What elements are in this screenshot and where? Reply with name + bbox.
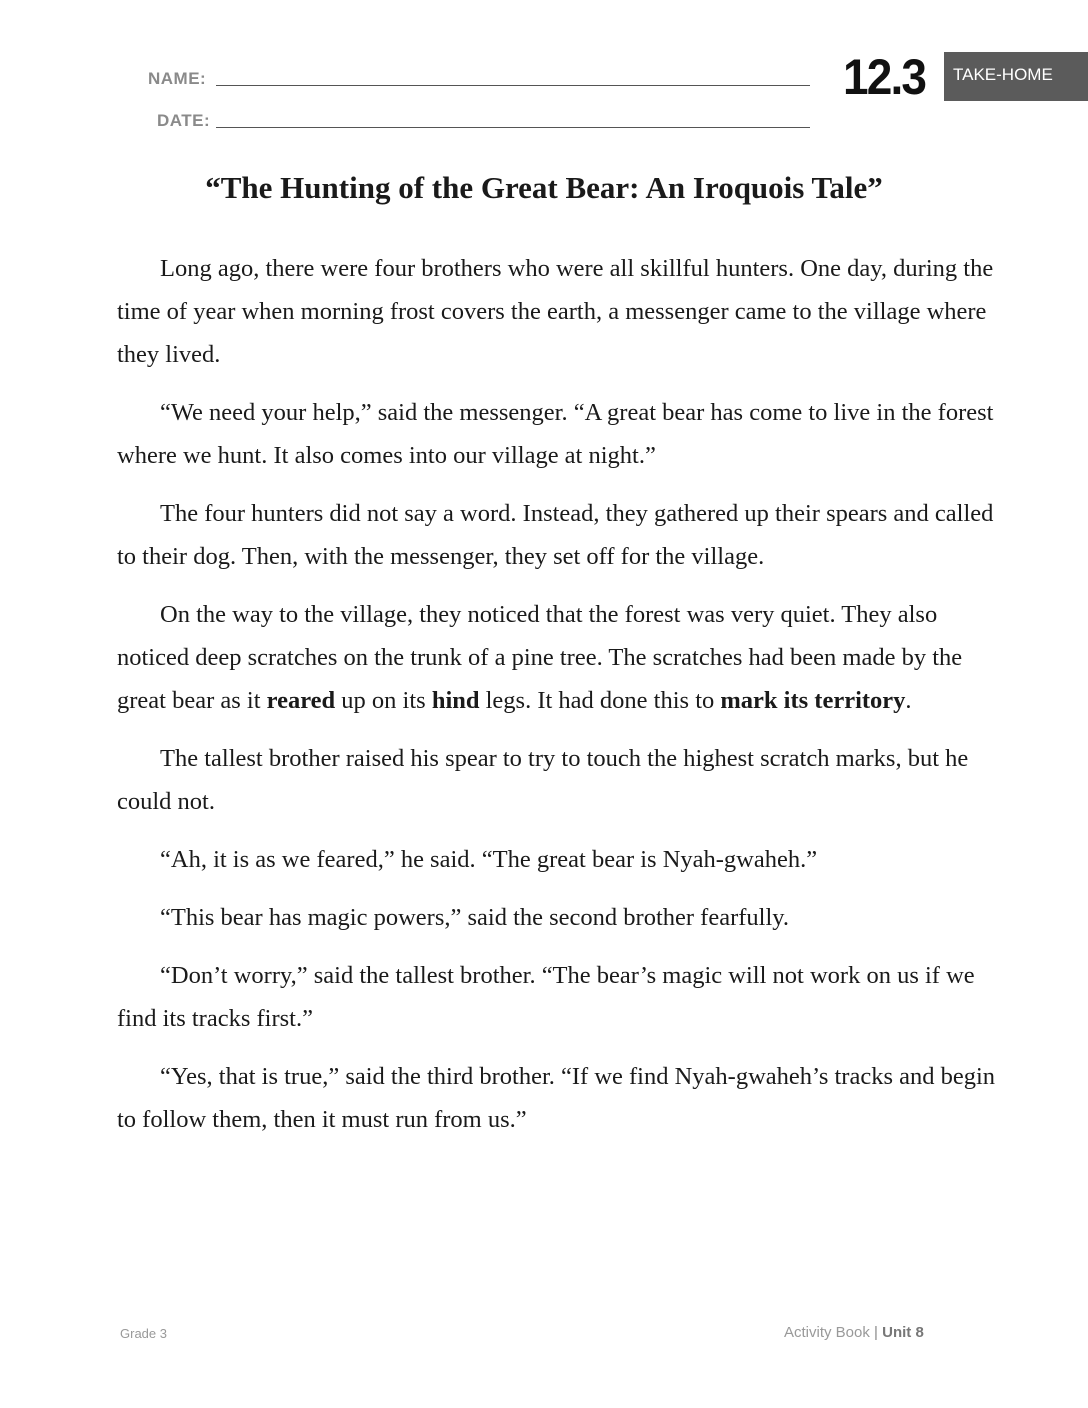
name-line[interactable] xyxy=(216,85,810,86)
vocabulary-word: reared xyxy=(266,687,336,714)
story-title: “The Hunting of the Great Bear: An Iroquois Tale” xyxy=(205,170,883,205)
vocabulary-word: hind xyxy=(431,687,480,714)
paragraph-text: “Ah, it is as we feared,” he said. “The great bear is Nyah-gwaheh.” xyxy=(160,846,818,873)
paragraph-text: Long ago, there were four brothers who were all skillful hunters. One day, during the time of year when morning frost covers the earth, a messenger came to the village where they lived. xyxy=(117,255,994,368)
date-line[interactable] xyxy=(216,127,810,128)
paragraph-text: up on its xyxy=(335,687,432,714)
story-paragraph xyxy=(117,1055,999,1141)
paragraph-text: “This bear has magic powers,” said the second brother fearfully. xyxy=(160,904,790,931)
activity-number: 12.3 xyxy=(843,49,926,105)
footer-book xyxy=(784,1324,924,1341)
name-label: NAME: xyxy=(148,69,207,88)
story-body xyxy=(117,247,999,1156)
story-paragraph xyxy=(117,492,999,578)
footer-grade: Grade 3 xyxy=(120,1326,167,1341)
paragraph-text: legs. It had done this to xyxy=(479,687,721,714)
paragraph-text: “Yes, that is true,” said the third brother. “If we find Nyah-gwaheh’s tracks and begin to follow them, then it must run from us.” xyxy=(117,1063,996,1133)
story-paragraph xyxy=(117,896,999,939)
story-paragraph xyxy=(117,954,999,1040)
paragraph-text: On the way to the village, they noticed that the forest was very quiet. They also noticed deep scratches on the trunk of a pine tree. The scratches had been made by the great bear as it xyxy=(117,601,963,714)
story-paragraph xyxy=(117,737,999,823)
vocabulary-word: mark its territory xyxy=(720,687,906,714)
footer-unit: Unit 8 xyxy=(882,1324,924,1341)
paragraph-text: . xyxy=(905,687,912,714)
story-paragraph xyxy=(117,391,999,477)
story-paragraph xyxy=(117,247,999,376)
paragraph-text: “We need your help,” said the messenger. “A great bear has come to live in the forest where we hunt. It also comes into our village at night.” xyxy=(117,399,994,469)
story-paragraph xyxy=(117,838,999,881)
take-home-tab: TAKE-HOME xyxy=(944,52,1088,101)
footer-book-title: Activity Book xyxy=(784,1324,870,1341)
paragraph-text: The tallest brother raised his spear to try to touch the highest scratch marks, but he could not. xyxy=(117,745,969,815)
story-paragraph xyxy=(117,593,999,722)
date-label: DATE: xyxy=(157,111,211,130)
footer-separator: | xyxy=(874,1324,878,1341)
paragraph-text: “Don’t worry,” said the tallest brother. “The bear’s magic will not work on us if we find its tracks first.” xyxy=(117,962,975,1032)
paragraph-text: The four hunters did not say a word. Instead, they gathered up their spears and called to their dog. Then, with the messenger, they set off for the village. xyxy=(117,500,994,570)
